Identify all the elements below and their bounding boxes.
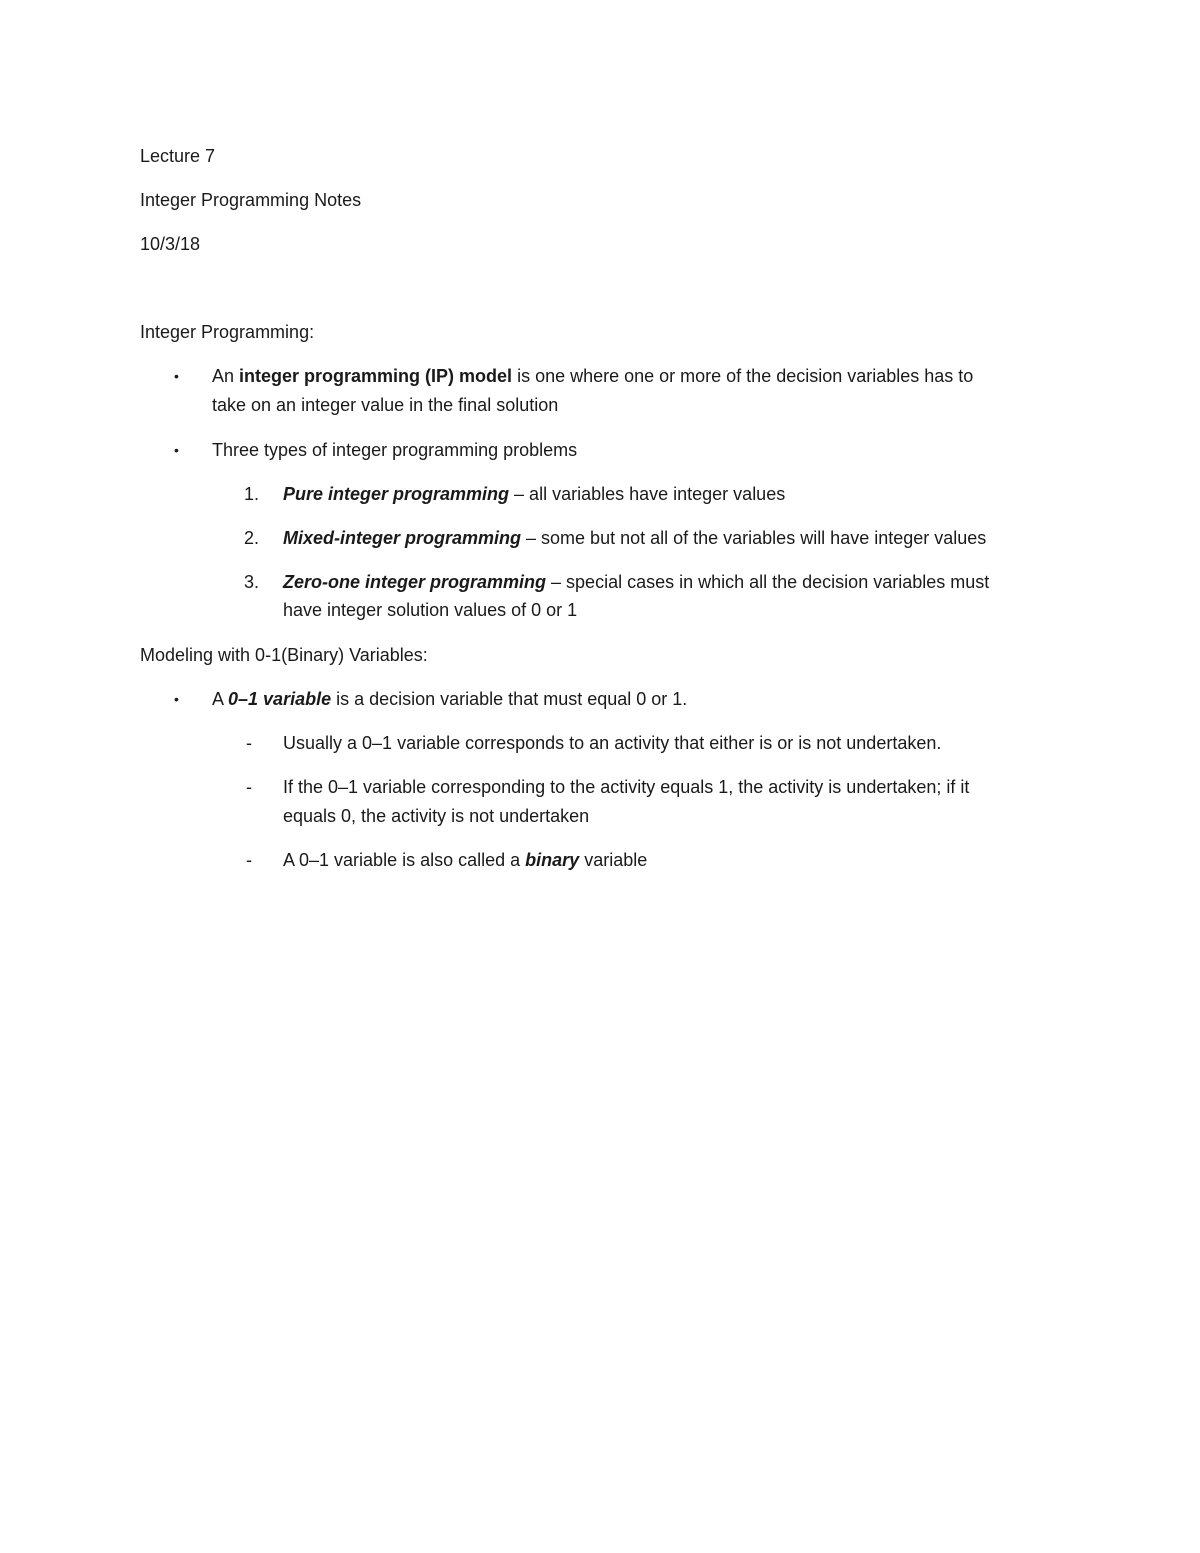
text-fragment: A 0–1 variable is also called a	[283, 850, 526, 870]
section-heading-binary-variables: Modeling with 0-1(Binary) Variables:	[140, 645, 428, 665]
dash-marker: -	[246, 850, 252, 870]
dash-marker: -	[246, 733, 252, 753]
list-item-pure-ip	[283, 482, 785, 506]
ip-model-definition-line2: take on an integer value in the final solution	[212, 395, 559, 415]
list-number: 2.	[244, 528, 260, 548]
list-item-zero-one-ip-line2: have integer solution values of 0 or 1	[283, 600, 578, 620]
binary-term: binary	[525, 850, 580, 870]
pure-ip-term: Pure integer programming	[283, 484, 510, 504]
bullet-icon: •	[174, 368, 179, 384]
text-fragment: is one where one or more of the decision variables has to	[512, 366, 974, 386]
text-fragment: variable	[579, 850, 648, 870]
text-fragment: is a decision variable that must equal 0 or 1.	[331, 689, 688, 709]
bullet-icon: •	[174, 691, 179, 707]
section-heading-integer-programming: Integer Programming:	[140, 322, 315, 342]
sub-item-binary	[283, 848, 647, 872]
text-fragment: An	[212, 366, 240, 386]
list-number: 1.	[244, 484, 260, 504]
list-item-mixed-ip	[283, 526, 986, 550]
binary-variable-definition	[212, 687, 687, 711]
list-item-zero-one-ip	[283, 570, 989, 594]
bullet-icon: •	[174, 442, 179, 458]
ip-model-term: integer programming (IP) model	[239, 366, 513, 386]
list-number: 3.	[244, 572, 260, 592]
text-fragment: – all variables have integer values	[509, 484, 786, 504]
text-fragment: – special cases in which all the decision variables must	[546, 572, 990, 592]
ip-model-definition	[212, 364, 973, 388]
zero-one-ip-term: Zero-one integer programming	[283, 572, 547, 592]
zero-one-variable-term: 0–1 variable	[228, 689, 332, 709]
sub-item-undertaken-line2: equals 0, the activity is not undertaken	[283, 806, 590, 826]
text-fragment: – some but not all of the variables will have integer values	[521, 528, 987, 548]
ip-types-intro: Three types of integer programming problems	[212, 440, 578, 460]
dash-marker: -	[246, 777, 252, 797]
mixed-ip-term: Mixed-integer programming	[283, 528, 522, 548]
sub-item-undertaken: If the 0–1 variable corresponding to the activity equals 1, the activity is undertaken; if it	[283, 777, 970, 797]
text-fragment: A	[212, 689, 229, 709]
lecture-label: Lecture 7	[140, 146, 216, 166]
document-title: Integer Programming Notes	[140, 190, 362, 210]
sub-item-activity: Usually a 0–1 variable corresponds to an activity that either is or is not undertaken.	[283, 733, 942, 753]
document-date: 10/3/18	[140, 234, 201, 254]
